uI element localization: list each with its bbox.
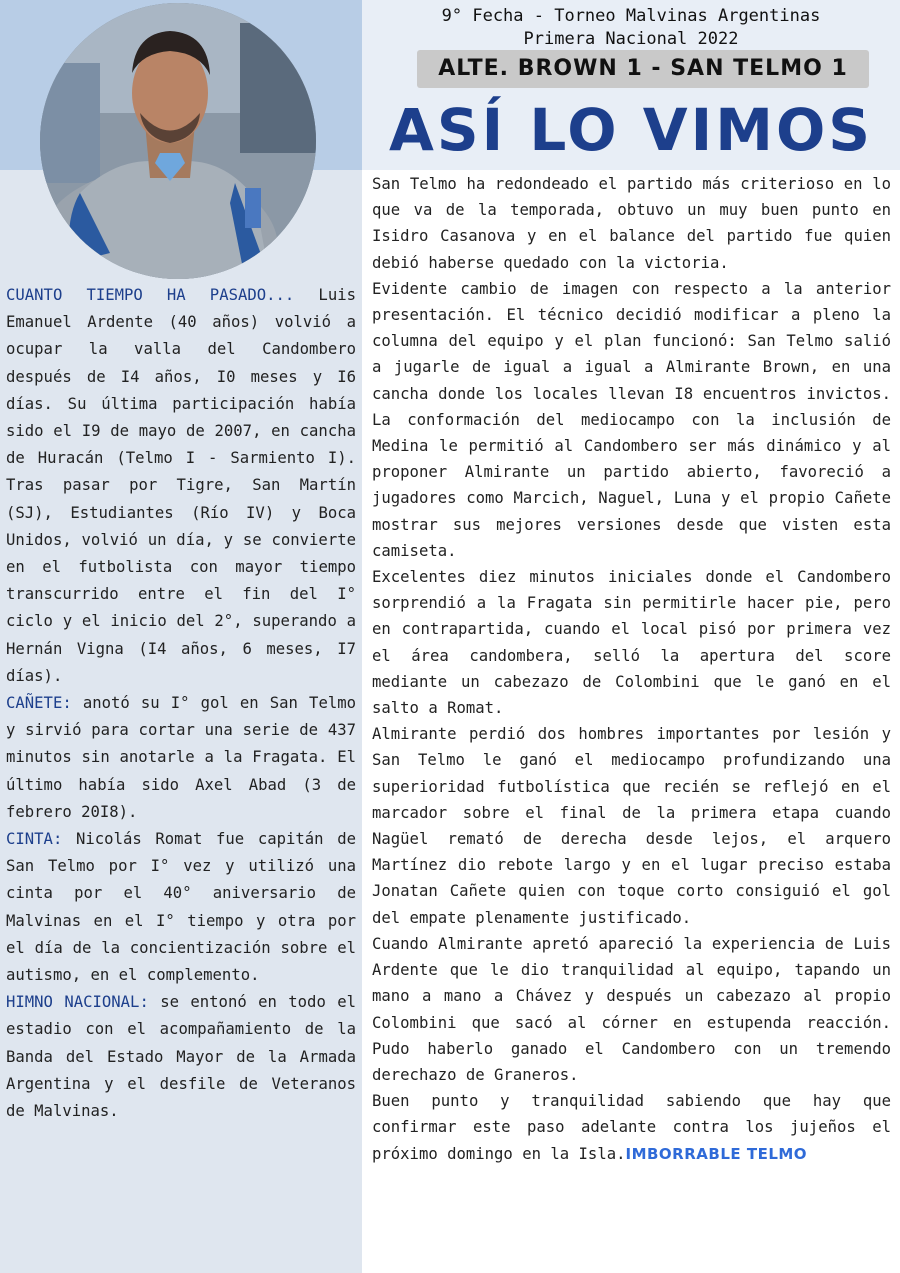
report-paragraph: Almirante perdió dos hombres importantes por lesión y San Telmo le ganó el mediocampo profundizando una superioridad futbolística que recién se reflejó en el marcador sobre el final de la primera etapa cuando Nagüel remató de derecha desde lejos, el arquero Martínez dio rebote largo y en el lugar preciso estaba Jonatan Cañete quien con toque corto consiguió el gol del empate plenamente justificado. bbox=[372, 725, 891, 927]
report-closing-text: Buen punto y tranquilidad sabiendo que hay que confirmar este paso adelante contra los jujeños el próximo domingo en la Isla. bbox=[372, 1092, 891, 1163]
note-text: anotó su I° gol en San Telmo y sirvió para cortar una serie de 437 minutos sin anotarle a la Fragata. El último había sido Axel Abad (3 de febrero 20I8). bbox=[6, 694, 356, 821]
note-text: Nicolás Romat fue capitán de San Telmo por I° vez y utilizó una cinta por el 40° aniversario de Malvinas en el I° tiempo y otra por el día de la concientización sobre el autismo, en el complemento. bbox=[6, 830, 356, 985]
report-paragraph-last bbox=[372, 1088, 891, 1167]
goalkeeper-photo bbox=[40, 3, 316, 279]
match-round-line: 9° Fecha - Torneo Malvinas Argentinas bbox=[441, 6, 821, 26]
note-keyword: CINTA: bbox=[6, 830, 63, 849]
match-report bbox=[372, 171, 891, 1167]
report-paragraph: Evidente cambio de imagen con respecto a la anterior presentación. El técnico decidió modificar a pleno la columna del equipo y el plan funcionó: San Telmo salió a jugarle de igual a igual a Almirante Brown, en una cancha donde los locales llevan I8 encuentros invictos. La conformación del mediocampo con la inclusión de Medina le permitió al Candombero ser más dinámico y al proponer Almirante un partido abierto, favoreció a jugadores como Marcich, Naguel, Luna y el propio Cañete mostrar sus mejores versiones desde que visten esta camiseta. bbox=[372, 279, 891, 560]
note-item bbox=[6, 826, 356, 989]
note-item bbox=[6, 690, 356, 826]
notes-column bbox=[6, 282, 356, 1125]
note-item bbox=[6, 989, 356, 1125]
report-paragraph: Cuando Almirante apretó apareció la experiencia de Luis Ardente que le dio tranquilidad al equipo, tapando un mano a mano a Chávez y después un cabezazo al propio Colombini que sacó al córner en estupenda reacción. Pudo haberlo ganado el Candombero con un tremendo derechazo de Graneros. bbox=[372, 934, 891, 1084]
score-banner: ALTE. BROWN 1 - SAN TELMO 1 bbox=[417, 50, 869, 88]
note-keyword: CUANTO TIEMPO HA PASADO... bbox=[6, 286, 295, 304]
player-portrait bbox=[40, 3, 316, 279]
report-paragraph: San Telmo ha redondeado el partido más criterioso en lo que va de la temporada, obtuvo un muy buen punto en Isidro Casanova y en el balance del partido fue quien debió haberse quedado con la victoria. bbox=[372, 175, 891, 272]
note-text: se entonó en todo el estadio con el acompañamiento de la Banda del Estado Mayor de la Armada Argentina y el desfile de Veteranos de Malvinas. bbox=[6, 993, 356, 1121]
note-item bbox=[6, 282, 356, 690]
signature: IMBORRABLE TELMO bbox=[625, 1144, 808, 1163]
note-keyword: HIMNO NACIONAL: bbox=[6, 993, 149, 1012]
note-text: Luis Emanuel Ardente (40 años) volvió a ocupar la valla del Candombero después de I4 años, I0 meses y I6 días. Su última participación había sido el I9 de mayo de 2007, en cancha de Huracán (Telmo I - Sarmiento I). Tras pasar por Tigre, San Martín (SJ), Estudiantes (Río IV) y Boca Unidos, volvió un día, y se convierte en el futbolista con mayor tiempo transcurrido entre el fin del I° ciclo y el inicio del 2°, superando a Hernán Vigna (I4 años, 6 meses, I7 días). bbox=[6, 286, 356, 685]
note-keyword: CAÑETE: bbox=[6, 694, 72, 713]
report-paragraph: Excelentes diez minutos iniciales donde el Candombero sorprendió a la Fragata sin permitirle hacer pie, pero en contrapartida, cuando el local pisó por primera vez el área candombera, selló la apertura del score mediante un cabezazo de Colombini que le ganó en el salto a Romat. bbox=[372, 568, 891, 718]
page-title: ASÍ LO VIMOS bbox=[388, 96, 874, 164]
tournament-line: Primera Nacional 2022 bbox=[523, 29, 739, 49]
